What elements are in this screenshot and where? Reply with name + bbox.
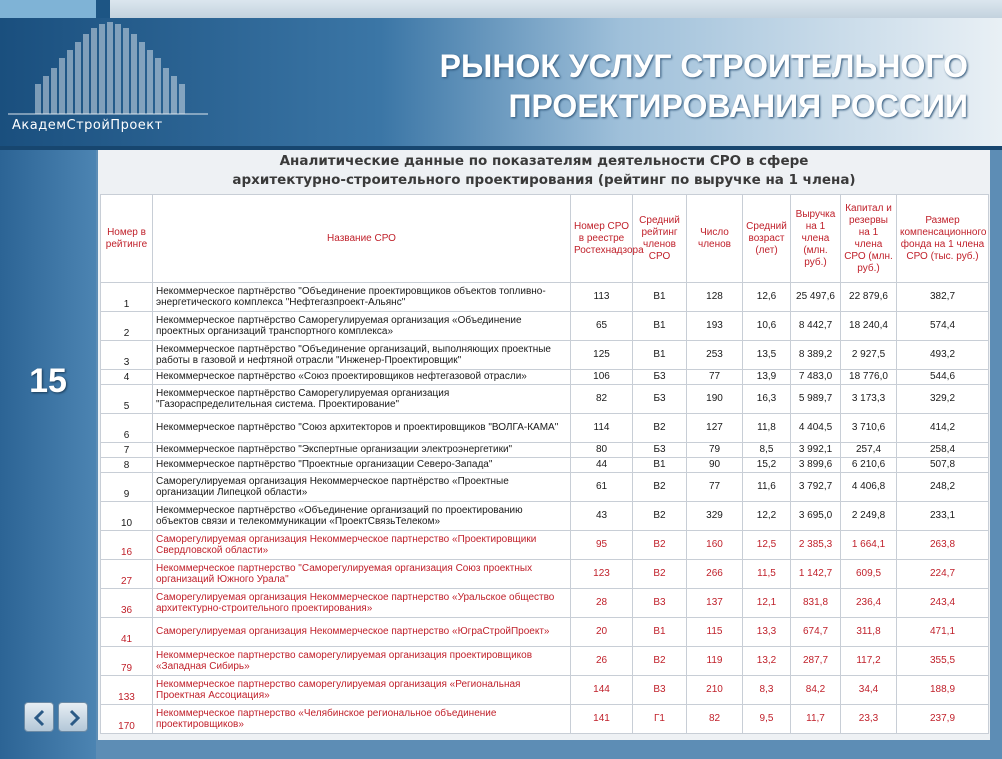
- table-row: [101, 283, 989, 312]
- col-header-age: Средний возраст (лет): [743, 195, 791, 283]
- cell-members: 253: [687, 341, 743, 370]
- top-bar-strip: [110, 0, 1002, 18]
- table-row: [101, 443, 989, 458]
- cell-fund: 188,9: [897, 676, 989, 705]
- cell-rank: 5: [101, 385, 153, 414]
- cell-name: Некоммерческое партнерство "Саморегулируемая организация Союз проектных организаций Южного Урала": [153, 560, 571, 589]
- cell-capital: 1 664,1: [841, 531, 897, 560]
- table-row: [101, 705, 989, 734]
- cell-rating: В2: [633, 414, 687, 443]
- page-title: [440, 46, 968, 126]
- cell-members: 128: [687, 283, 743, 312]
- cell-members: 190: [687, 385, 743, 414]
- cell-reg: 28: [571, 589, 633, 618]
- cell-revenue: 3 695,0: [791, 502, 841, 531]
- cell-revenue: 84,2: [791, 676, 841, 705]
- col-header-rank: Номер в рейтинге: [101, 195, 153, 283]
- title-line-2: ПРОЕКТИРОВАНИЯ РОССИИ: [508, 88, 968, 124]
- table-row: [101, 647, 989, 676]
- cell-capital: 4 406,8: [841, 473, 897, 502]
- cell-rating: Г1: [633, 705, 687, 734]
- cell-rating: Б3: [633, 443, 687, 458]
- cell-capital: 6 210,6: [841, 458, 897, 473]
- col-header-revenue: Выручка на 1 члена (млн. руб.): [791, 195, 841, 283]
- table-row: [101, 473, 989, 502]
- cell-members: 77: [687, 473, 743, 502]
- cell-age: 12,1: [743, 589, 791, 618]
- cell-rank: 36: [101, 589, 153, 618]
- cell-revenue: 4 404,5: [791, 414, 841, 443]
- cell-fund: 471,1: [897, 618, 989, 647]
- cell-name: Некоммерческое партнёрство «Объединение организаций по проектированию объектов связи и телекоммуникации «ПроектСвязьТелеком»: [153, 502, 571, 531]
- cell-rank: 170: [101, 705, 153, 734]
- col-header-capital: Капитал и резервы на 1 члена СРО (млн. руб.): [841, 195, 897, 283]
- cell-name: Некоммерческое партнёрство "Объединение организаций, выполняющих проектные работы в газовой и нефтяной отрасли "Инженер-Проектировщик": [153, 341, 571, 370]
- cell-capital: 34,4: [841, 676, 897, 705]
- table-row: [101, 385, 989, 414]
- cell-name: Некоммерческое партнёрство "Проектные организации Северо-Запада": [153, 458, 571, 473]
- cell-rank: 7: [101, 443, 153, 458]
- col-header-rating: Средний рейтинг членов СРО: [633, 195, 687, 283]
- cell-fund: 355,5: [897, 647, 989, 676]
- cell-members: 127: [687, 414, 743, 443]
- cell-reg: 106: [571, 370, 633, 385]
- cell-reg: 65: [571, 312, 633, 341]
- cell-reg: 80: [571, 443, 633, 458]
- cell-age: 11,5: [743, 560, 791, 589]
- cell-rating: В1: [633, 341, 687, 370]
- cell-fund: 493,2: [897, 341, 989, 370]
- cell-age: 11,8: [743, 414, 791, 443]
- cell-revenue: 8 389,2: [791, 341, 841, 370]
- cell-revenue: 3 899,6: [791, 458, 841, 473]
- cell-rating: В2: [633, 560, 687, 589]
- cell-rank: 3: [101, 341, 153, 370]
- cell-revenue: 3 992,1: [791, 443, 841, 458]
- table-row: [101, 560, 989, 589]
- table-row: [101, 312, 989, 341]
- cell-reg: 95: [571, 531, 633, 560]
- cell-name: Некоммерческое партнёрство "Союз архитекторов и проектировщиков "ВОЛГА-КАМА": [153, 414, 571, 443]
- cell-rating: В1: [633, 618, 687, 647]
- cell-name: Некоммерческое партнёрство Саморегулируемая организация "Газораспределительная система. Проектирование": [153, 385, 571, 414]
- cell-members: 266: [687, 560, 743, 589]
- cell-rank: 16: [101, 531, 153, 560]
- table-subtitle: [98, 152, 990, 190]
- col-header-members: Число членов: [687, 195, 743, 283]
- cell-age: 8,3: [743, 676, 791, 705]
- cell-revenue: 3 792,7: [791, 473, 841, 502]
- cell-revenue: 674,7: [791, 618, 841, 647]
- cell-reg: 26: [571, 647, 633, 676]
- cell-age: 12,5: [743, 531, 791, 560]
- logo-text: АкадемСтройПроект: [12, 118, 163, 133]
- cell-capital: 257,4: [841, 443, 897, 458]
- cell-age: 12,2: [743, 502, 791, 531]
- cell-members: 82: [687, 705, 743, 734]
- cell-reg: 123: [571, 560, 633, 589]
- cell-fund: 224,7: [897, 560, 989, 589]
- cell-age: 9,5: [743, 705, 791, 734]
- table-header-row: [101, 195, 989, 283]
- next-slide-button[interactable]: [58, 702, 88, 732]
- col-header-reg: Номер СРО в реестре Ростехнадзора: [571, 195, 633, 283]
- cell-rank: 9: [101, 473, 153, 502]
- cell-fund: 574,4: [897, 312, 989, 341]
- cell-fund: 237,9: [897, 705, 989, 734]
- cell-fund: 233,1: [897, 502, 989, 531]
- cell-capital: 3 173,3: [841, 385, 897, 414]
- cell-name: Некоммерческое партнёрство «Союз проектировщиков нефтегазовой отрасли»: [153, 370, 571, 385]
- left-panel: [0, 150, 96, 759]
- prev-slide-button[interactable]: [24, 702, 54, 732]
- cell-age: 13,3: [743, 618, 791, 647]
- table-row: [101, 458, 989, 473]
- cell-fund: 414,2: [897, 414, 989, 443]
- cell-capital: 3 710,6: [841, 414, 897, 443]
- cell-revenue: 1 142,7: [791, 560, 841, 589]
- cell-rank: 133: [101, 676, 153, 705]
- cell-members: 193: [687, 312, 743, 341]
- cell-age: 16,3: [743, 385, 791, 414]
- table-row: [101, 676, 989, 705]
- cell-capital: 23,3: [841, 705, 897, 734]
- cell-reg: 144: [571, 676, 633, 705]
- cell-rank: 8: [101, 458, 153, 473]
- cell-fund: 544,6: [897, 370, 989, 385]
- cell-capital: 18 240,4: [841, 312, 897, 341]
- slide-number: 15: [29, 362, 67, 400]
- cell-age: 8,5: [743, 443, 791, 458]
- cell-name: Некоммерческое партнерство саморегулируемая организация «Региональная Проектная Ассоциация»: [153, 676, 571, 705]
- cell-reg: 44: [571, 458, 633, 473]
- cell-reg: 125: [571, 341, 633, 370]
- cell-rating: В1: [633, 458, 687, 473]
- cell-revenue: 2 385,3: [791, 531, 841, 560]
- cell-reg: 61: [571, 473, 633, 502]
- title-line-1: РЫНОК УСЛУГ СТРОИТЕЛЬНОГО: [439, 48, 968, 84]
- cell-rating: В2: [633, 473, 687, 502]
- cell-name: Саморегулируемая организация Некоммерческое партнёрство «Проектные организации Липецкой области»: [153, 473, 571, 502]
- cell-members: 137: [687, 589, 743, 618]
- table-row: [101, 531, 989, 560]
- cell-capital: 117,2: [841, 647, 897, 676]
- cell-capital: 236,4: [841, 589, 897, 618]
- cell-age: 12,6: [743, 283, 791, 312]
- cell-name: Саморегулируемая организация Некоммерческое партнерство «ЮграСтройПроект»: [153, 618, 571, 647]
- cell-revenue: 8 442,7: [791, 312, 841, 341]
- cell-rating: В1: [633, 283, 687, 312]
- cell-age: 10,6: [743, 312, 791, 341]
- table-row: [101, 589, 989, 618]
- cell-fund: 507,8: [897, 458, 989, 473]
- cell-revenue: 11,7: [791, 705, 841, 734]
- cell-members: 115: [687, 618, 743, 647]
- cell-capital: 22 879,6: [841, 283, 897, 312]
- cell-reg: 20: [571, 618, 633, 647]
- cell-fund: 263,8: [897, 531, 989, 560]
- cell-capital: 18 776,0: [841, 370, 897, 385]
- cell-revenue: 7 483,0: [791, 370, 841, 385]
- cell-rank: 6: [101, 414, 153, 443]
- cell-members: 329: [687, 502, 743, 531]
- cell-age: 13,9: [743, 370, 791, 385]
- cell-fund: 248,2: [897, 473, 989, 502]
- cell-fund: 382,7: [897, 283, 989, 312]
- col-header-fund: Размер компенсационного фонда на 1 члена СРО (тыс. руб.): [897, 195, 989, 283]
- cell-capital: 2 249,8: [841, 502, 897, 531]
- chevron-right-icon: [64, 708, 84, 728]
- cell-age: 13,5: [743, 341, 791, 370]
- cell-rating: В2: [633, 502, 687, 531]
- cell-name: Некоммерческое партнёрство Саморегулируемая организация «Объединение проектных организаций транспортного комплекса»: [153, 312, 571, 341]
- col-header-name: Название СРО: [153, 195, 571, 283]
- cell-rating: Б3: [633, 370, 687, 385]
- cell-rank: 10: [101, 502, 153, 531]
- cell-members: 160: [687, 531, 743, 560]
- cell-capital: 2 927,5: [841, 341, 897, 370]
- cell-age: 15,2: [743, 458, 791, 473]
- cell-rating: В2: [633, 531, 687, 560]
- chevron-left-icon: [30, 708, 50, 728]
- cell-revenue: 25 497,6: [791, 283, 841, 312]
- cell-name: Саморегулируемая организация Некоммерческое партнерство «Проектировщики Свердловской области»: [153, 531, 571, 560]
- cell-capital: 311,8: [841, 618, 897, 647]
- cell-reg: 113: [571, 283, 633, 312]
- cell-rating: В1: [633, 312, 687, 341]
- cell-revenue: 5 989,7: [791, 385, 841, 414]
- table-row: [101, 341, 989, 370]
- table-row: [101, 618, 989, 647]
- cell-reg: 82: [571, 385, 633, 414]
- cell-name: Некоммерческое партнёрство "Экспертные организации электроэнергетики": [153, 443, 571, 458]
- cell-members: 119: [687, 647, 743, 676]
- cell-reg: 114: [571, 414, 633, 443]
- cell-name: Некоммерческое партнерство саморегулируемая организация проектировщиков «Западная Сибирь»: [153, 647, 571, 676]
- cell-members: 79: [687, 443, 743, 458]
- cell-members: 90: [687, 458, 743, 473]
- cell-rank: 79: [101, 647, 153, 676]
- cell-reg: 43: [571, 502, 633, 531]
- cell-revenue: 287,7: [791, 647, 841, 676]
- cell-rating: В3: [633, 676, 687, 705]
- sro-rating-table: [100, 194, 989, 734]
- cell-revenue: 831,8: [791, 589, 841, 618]
- cell-age: 13,2: [743, 647, 791, 676]
- cell-fund: 243,4: [897, 589, 989, 618]
- cell-fund: 258,4: [897, 443, 989, 458]
- cell-age: 11,6: [743, 473, 791, 502]
- cell-members: 210: [687, 676, 743, 705]
- top-bar-accent: [0, 0, 96, 18]
- table-row: [101, 414, 989, 443]
- cell-rank: 4: [101, 370, 153, 385]
- cell-capital: 609,5: [841, 560, 897, 589]
- cell-rating: В3: [633, 589, 687, 618]
- cell-rank: 1: [101, 283, 153, 312]
- cell-rating: В2: [633, 647, 687, 676]
- cell-members: 77: [687, 370, 743, 385]
- table-row: [101, 370, 989, 385]
- cell-rank: 27: [101, 560, 153, 589]
- cell-name: Некоммерческое партнёрство "Объединение проектировщиков объектов топливно-энергетического комплекса "Нефтегазпроект-Альянс": [153, 283, 571, 312]
- cell-rank: 2: [101, 312, 153, 341]
- subtitle-line-1: Аналитические данные по показателям деятельности СРО в сфере: [279, 153, 809, 169]
- table-row: [101, 502, 989, 531]
- subtitle-line-2: архитектурно-строительного проектирования (рейтинг по выручке на 1 члена): [232, 172, 856, 188]
- cell-fund: 329,2: [897, 385, 989, 414]
- cell-reg: 141: [571, 705, 633, 734]
- cell-rank: 41: [101, 618, 153, 647]
- cell-name: Саморегулируемая организация Некоммерческое партнерство «Уральское общество архитектурно-строительного проектирования»: [153, 589, 571, 618]
- cell-name: Некоммерческое партнерство «Челябинское региональное объединение проектировщиков»: [153, 705, 571, 734]
- cell-rating: Б3: [633, 385, 687, 414]
